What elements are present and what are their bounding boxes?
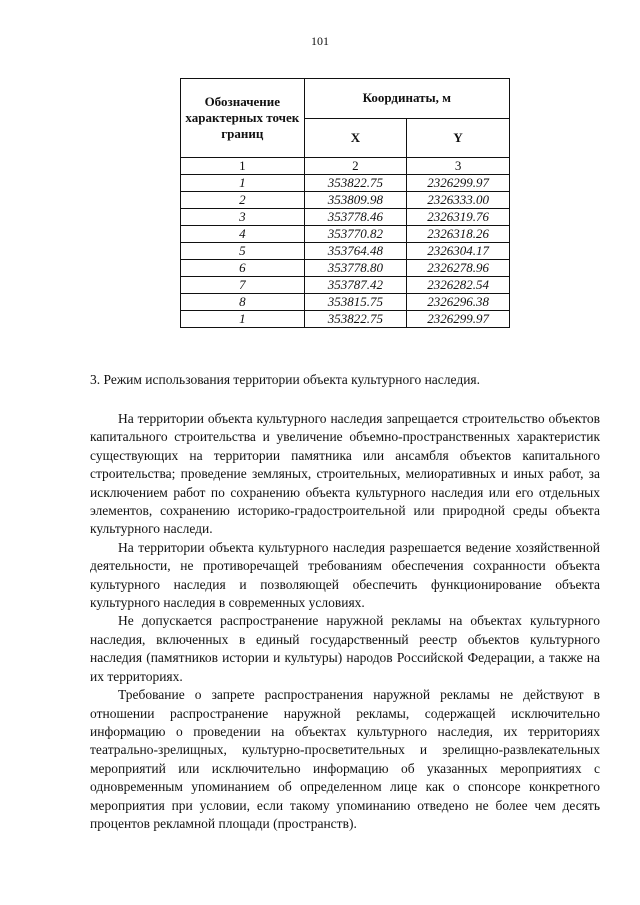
table-row [181,294,510,311]
y-cell: 2326333.00 [407,192,510,209]
column-number-row [181,158,510,175]
table-row [181,311,510,328]
x-cell: 353778.80 [304,260,407,277]
table-row [181,192,510,209]
section-heading: 3. Режим использования территории объекта культурного наследия. [90,372,481,387]
point-cell: 5 [181,243,305,260]
point-cell: 6 [181,260,305,277]
point-cell: 7 [181,277,305,294]
header-point-label: Обозначение характерных точек границ [181,79,305,158]
point-cell: 3 [181,209,305,226]
point-cell: 2 [181,192,305,209]
x-cell: 353770.82 [304,226,407,243]
header-y: Y [407,118,510,158]
y-cell: 2326304.17 [407,243,510,260]
paragraph: На территории объекта культурного наследия запрещается строительство объектов капитального строительства и увеличение объемно-пространственных характеристик существующих на территории памятника или ансамбля объектов капитального строительства; проведение земляных, строительных, мелиоративных и иных работ, за исключением работ по сохранению объекта культурного наследия или его отдельных элементов, сохранению историко-градостроительной или природной среды объекта культурного наследи. [90,411,600,537]
x-cell: 353778.46 [304,209,407,226]
coordinates-table [180,78,510,328]
column-number: 2 [304,158,407,175]
paragraph: Не допускается распространение наружной рекламы на объектах культурного наследия, включенных в единый государственный реестр объектов культурного наследия (памятников истории и культуры) народов Российской Федерации, а также на их территориях. [90,613,600,684]
table-row [181,226,510,243]
y-cell: 2326282.54 [407,277,510,294]
paragraph: На территории объекта культурного наследия разрешается ведение хозяйственной деятельности, не противоречащей требованиям обеспечения сохранности объекта культурного наследия и позволяющей обеспечить функционирование объекта культурного наследия в современных условиях. [90,539,600,611]
y-cell: 2326278.96 [407,260,510,277]
point-cell: 8 [181,294,305,311]
y-cell: 2326318.26 [407,226,510,243]
point-cell: 1 [181,311,305,328]
x-cell: 353822.75 [304,175,407,192]
x-cell: 353809.98 [304,192,407,209]
table-row [181,175,510,192]
x-cell: 353815.75 [304,294,407,311]
point-cell: 1 [181,175,305,192]
column-number: 3 [407,158,510,175]
table-row [181,209,510,226]
x-cell: 353764.48 [304,243,407,260]
y-cell: 2326299.97 [407,311,510,328]
y-cell: 2326296.38 [407,294,510,311]
body-text [90,410,600,833]
header-x: X [304,118,407,158]
table-row [181,260,510,277]
paragraph: Требование о запрете распространения наружной рекламы не действуют в отношении распространение наружной рекламы, содержащей исключительно информацию о проведении на объектах культурного наследия, их территориях театрально-зрелищных, культурно-просветительных и зрелищно-развлекательных мероприятий или исключительно информацию об указанных мероприятиях с одновременным упоминанием об определенном лице как о спонсоре конкретного мероприятия при условии, если такому упоминанию отведено не более чем десять процентов рекламной площади (пространств). [90,687,600,831]
point-cell: 4 [181,226,305,243]
table-row [181,277,510,294]
x-cell: 353787.42 [304,277,407,294]
table-row [181,243,510,260]
y-cell: 2326319.76 [407,209,510,226]
page-number: 101 [311,34,329,48]
y-cell: 2326299.97 [407,175,510,192]
x-cell: 353822.75 [304,311,407,328]
header-coordinates: Координаты, м [304,79,509,119]
column-number: 1 [181,158,305,175]
